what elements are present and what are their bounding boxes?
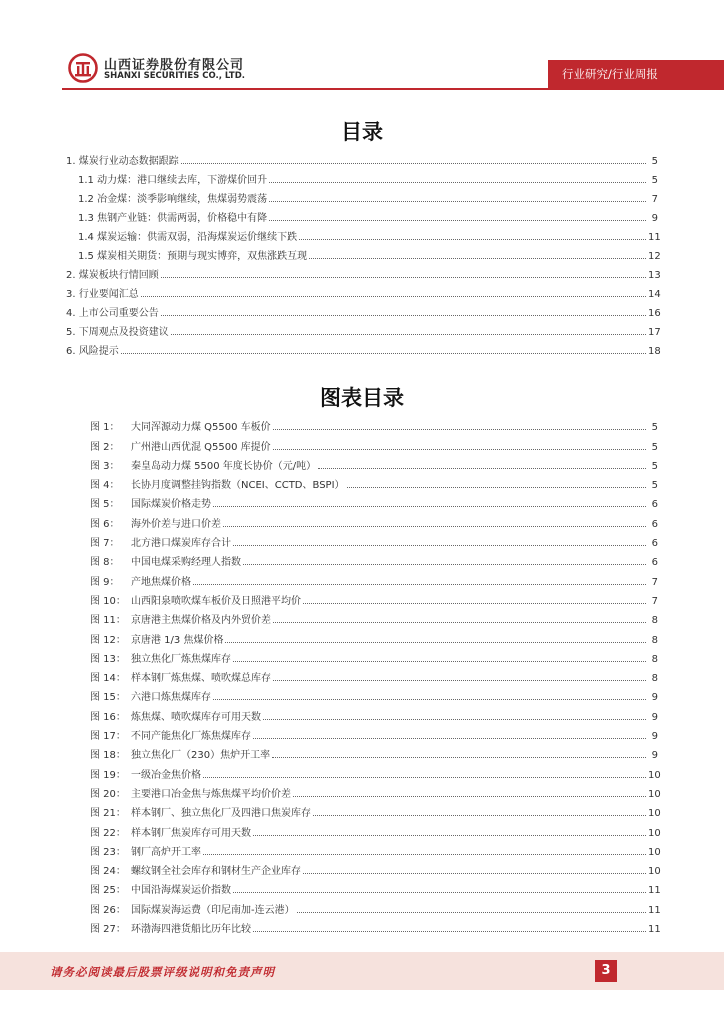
figure-page: 7 (651, 595, 658, 607)
toc-entry-page: 5 (651, 156, 658, 167)
figure-entry[interactable] (0, 819, 724, 838)
dot-leader (299, 239, 646, 240)
figure-entry[interactable] (0, 588, 724, 607)
toc-entry-label: 1.1 动力煤：港口继续去库，下游煤价回升 (78, 171, 269, 186)
figure-number: 图 7： (90, 538, 120, 550)
figure-page: 5 (651, 480, 658, 492)
dot-leader (233, 661, 646, 662)
figure-page: 9 (651, 711, 658, 723)
toc-entry-page: 5 (651, 175, 658, 186)
figure-caption: 中国沿海煤炭运价指数 (131, 885, 231, 897)
report-category-tag: 行业研究/行业周报 (548, 60, 724, 88)
figure-entry[interactable] (0, 877, 724, 896)
dot-leader (203, 854, 646, 855)
table-of-contents (0, 148, 724, 357)
figure-entry[interactable] (0, 684, 724, 703)
figure-page: 10 (648, 788, 661, 800)
toc-entry[interactable] (0, 319, 724, 338)
toc-entry-label: 1.2 冶金煤：淡季影响继续，焦煤弱势震荡 (78, 190, 269, 205)
figure-page: 8 (651, 653, 658, 665)
toc-entry-page: 16 (648, 308, 661, 319)
figure-caption: 长协月度调整挂钩指数（NCEI、CCTD、BSPI） (131, 480, 345, 492)
figure-number: 图 16： (90, 711, 126, 723)
figure-number: 图 25： (90, 885, 126, 897)
dot-leader (269, 182, 646, 183)
toc-entry[interactable] (0, 281, 724, 300)
figure-number: 图 2： (90, 441, 120, 453)
figure-caption: 秦皇岛动力煤 5500 年度长协价（元/吨） (131, 460, 317, 472)
figure-page: 10 (648, 808, 661, 820)
figure-entry[interactable] (0, 858, 724, 877)
figure-number: 图 17： (90, 731, 126, 743)
figure-caption: 六港口炼焦煤库存 (131, 692, 211, 704)
toc-entry-label: 1. 煤炭行业动态数据跟踪 (66, 152, 181, 167)
figure-caption: 海外价差与进口价差 (131, 518, 221, 530)
dot-leader (303, 873, 646, 874)
dot-leader (273, 449, 646, 450)
figure-entry[interactable] (0, 530, 724, 549)
figure-caption: 炼焦煤、喷吹煤库存可用天数 (131, 711, 261, 723)
toc-entry-page: 9 (651, 213, 658, 224)
figure-number: 图 14： (90, 673, 126, 685)
dot-leader (213, 699, 646, 700)
figure-entry[interactable] (0, 472, 724, 491)
toc-entry[interactable] (0, 338, 724, 357)
dot-leader (253, 835, 646, 836)
dot-leader (309, 258, 646, 259)
figure-entry[interactable] (0, 510, 724, 529)
figure-number: 图 21： (90, 808, 126, 820)
figure-entry[interactable] (0, 916, 724, 935)
figure-entry[interactable] (0, 800, 724, 819)
toc-entry-label: 1.3 焦钢产业链：供需两弱，价格稳中有降 (78, 209, 269, 224)
figure-caption: 国际煤炭海运费（印尼南加-连云港） (131, 904, 295, 916)
figure-page: 10 (648, 866, 661, 878)
figure-page: 5 (651, 422, 658, 434)
company-name-cn: 山西证券股份有限公司 (104, 58, 245, 73)
figure-list (0, 414, 724, 935)
figure-page: 11 (648, 924, 661, 936)
dot-leader (233, 892, 646, 893)
toc-entry-label: 1.5 煤炭相关期货：预期与现实博弈，双焦涨跌互现 (78, 247, 309, 262)
dot-leader (193, 584, 646, 585)
figure-number: 图 27： (90, 924, 126, 936)
figure-number: 图 4： (90, 480, 120, 492)
dot-leader (181, 163, 646, 164)
dot-leader (141, 296, 646, 297)
toc-entry-label: 4. 上市公司重要公告 (66, 304, 161, 319)
toc-entry[interactable] (0, 224, 724, 243)
figure-entry[interactable] (0, 414, 724, 433)
dot-leader (318, 468, 646, 469)
figure-caption: 北方港口煤炭库存合计 (131, 538, 231, 550)
toc-entry-page: 12 (648, 251, 661, 262)
figure-caption: 一级冶金焦价格 (131, 769, 201, 781)
dot-leader (273, 429, 646, 430)
figure-entry[interactable] (0, 742, 724, 761)
figure-number: 图 9： (90, 576, 120, 588)
company-logo-icon (68, 53, 98, 83)
figure-number: 图 5： (90, 499, 120, 511)
dot-leader (161, 315, 646, 316)
figure-entry[interactable] (0, 723, 724, 742)
toc-title: 目录 (341, 120, 383, 144)
dot-leader (269, 201, 646, 202)
figure-number: 图 23： (90, 846, 126, 858)
figure-page: 10 (648, 769, 661, 781)
figure-page: 10 (648, 827, 661, 839)
figure-number: 图 24： (90, 866, 126, 878)
figure-page: 10 (648, 846, 661, 858)
figure-number: 图 13： (90, 653, 126, 665)
figure-page: 6 (651, 518, 658, 530)
figure-entry[interactable] (0, 626, 724, 645)
dot-leader (269, 220, 646, 221)
figure-number: 图 15： (90, 692, 126, 704)
figure-caption: 样本钢厂炼焦煤、喷吹煤总库存 (131, 673, 271, 685)
figure-entry[interactable] (0, 896, 724, 915)
figure-caption: 京唐港 1/3 焦煤价格 (131, 634, 224, 646)
toc-entry-label: 1.4 煤炭运输：供需双弱，沿海煤炭运价继续下跌 (78, 228, 299, 243)
figure-entry[interactable] (0, 761, 724, 780)
dot-leader (213, 506, 646, 507)
figure-page: 11 (648, 904, 661, 916)
figure-number: 图 1： (90, 422, 120, 434)
toc-entry-page: 14 (648, 289, 661, 300)
toc-entry-label: 6. 风险提示 (66, 342, 121, 357)
dot-leader (203, 777, 646, 778)
figure-entry[interactable] (0, 703, 724, 722)
figure-number: 图 6： (90, 518, 120, 530)
dot-leader (161, 277, 646, 278)
figure-number: 图 20： (90, 788, 126, 800)
figure-caption: 产地焦煤价格 (131, 576, 191, 588)
figure-caption: 螺纹钢全社会库存和钢材生产企业库存 (131, 866, 301, 878)
figure-caption: 样本钢厂、独立焦化厂及四港口焦炭库存 (131, 808, 311, 820)
figure-page: 5 (651, 441, 658, 453)
toc-entry[interactable] (0, 186, 724, 205)
dot-leader (293, 796, 646, 797)
figure-page: 9 (651, 750, 658, 762)
dot-leader (171, 334, 646, 335)
toc-entry-page: 11 (648, 232, 661, 243)
figure-page: 9 (651, 731, 658, 743)
company-name-en: SHANXI SECURITIES CO., LTD. (104, 71, 246, 81)
toc-entry-page: 18 (648, 346, 661, 357)
figure-page: 5 (651, 460, 658, 472)
figure-number: 图 3： (90, 460, 120, 472)
toc-entry[interactable] (0, 148, 724, 167)
toc-entry[interactable] (0, 243, 724, 262)
figure-entry[interactable] (0, 839, 724, 858)
figure-caption: 国际煤炭价格走势 (131, 499, 211, 511)
figure-number: 图 26： (90, 904, 126, 916)
toc-entry[interactable] (0, 167, 724, 186)
figure-page: 9 (651, 692, 658, 704)
dot-leader (303, 603, 646, 604)
page-header (0, 0, 724, 100)
toc-entry[interactable] (0, 300, 724, 319)
toc-entry-label: 3. 行业要闻汇总 (66, 285, 141, 300)
figure-entry[interactable] (0, 433, 724, 452)
dot-leader (272, 757, 646, 758)
figure-number: 图 8： (90, 557, 120, 569)
figure-number: 图 19： (90, 769, 126, 781)
dot-leader (347, 487, 646, 488)
header-divider (62, 88, 724, 90)
figure-number: 图 12： (90, 634, 126, 646)
dot-leader (121, 353, 646, 354)
page-number: 3 (595, 960, 617, 982)
figure-caption: 主要港口冶金焦与炼焦煤平均价价差 (131, 788, 291, 800)
figure-caption: 京唐港主焦煤价格及内外贸价差 (131, 615, 271, 627)
figure-caption: 钢厂高炉开工率 (131, 846, 201, 858)
figure-caption: 不同产能焦化厂炼焦煤库存 (131, 731, 251, 743)
figure-entry[interactable] (0, 607, 724, 626)
figure-page: 8 (651, 615, 658, 627)
figure-entry[interactable] (0, 665, 724, 684)
dot-leader (313, 815, 646, 816)
dot-leader (273, 680, 646, 681)
figure-page: 11 (648, 885, 661, 897)
figure-page: 6 (651, 557, 658, 569)
figure-caption: 样本钢厂焦炭库存可用天数 (131, 827, 251, 839)
figure-entry[interactable] (0, 781, 724, 800)
figure-caption: 大同浑源动力煤 Q5500 车板价 (131, 422, 271, 434)
disclaimer-notice: 请务必阅读最后股票评级说明和免责声明 (50, 965, 275, 979)
figure-number: 图 10： (90, 595, 126, 607)
dot-leader (223, 526, 646, 527)
dot-leader (253, 738, 646, 739)
figure-entry[interactable] (0, 453, 724, 472)
toc-entry-label: 2. 煤炭板块行情回顾 (66, 266, 161, 281)
toc-entry[interactable] (0, 205, 724, 224)
figure-caption: 中国电煤采购经理人指数 (131, 557, 241, 569)
toc-entry[interactable] (0, 262, 724, 281)
figure-page: 8 (651, 673, 658, 685)
toc-entry-page: 17 (648, 327, 661, 338)
figure-caption: 环渤海四港货船比历年比较 (131, 924, 251, 936)
page-footer (0, 952, 724, 990)
figure-caption: 独立焦化厂（230）焦炉开工率 (131, 750, 271, 762)
dot-leader (253, 931, 646, 932)
toc-entry-page: 7 (651, 194, 658, 205)
figure-entry[interactable] (0, 549, 724, 568)
dot-leader (243, 564, 646, 565)
figure-number: 图 11： (90, 615, 126, 627)
toc-entry-page: 13 (648, 270, 661, 281)
dot-leader (225, 642, 646, 643)
figure-caption: 山西阳泉喷吹煤车板价及日照港平均价 (131, 595, 301, 607)
dot-leader (263, 719, 646, 720)
figure-page: 7 (651, 576, 658, 588)
dot-leader (233, 545, 646, 546)
figure-number: 图 22： (90, 827, 126, 839)
dot-leader (297, 912, 646, 913)
figure-list-title: 图表目录 (320, 386, 404, 410)
figure-caption: 独立焦化厂炼焦煤库存 (131, 653, 231, 665)
figure-number: 图 18： (90, 750, 126, 762)
dot-leader (273, 622, 646, 623)
figure-caption: 广州港山西优混 Q5500 库提价 (131, 441, 271, 453)
figure-entry[interactable] (0, 491, 724, 510)
figure-page: 6 (651, 499, 658, 511)
figure-entry[interactable] (0, 646, 724, 665)
figure-page: 6 (651, 538, 658, 550)
figure-page: 8 (651, 634, 658, 646)
toc-entry-label: 5. 下周观点及投资建议 (66, 323, 171, 338)
figure-entry[interactable] (0, 568, 724, 587)
